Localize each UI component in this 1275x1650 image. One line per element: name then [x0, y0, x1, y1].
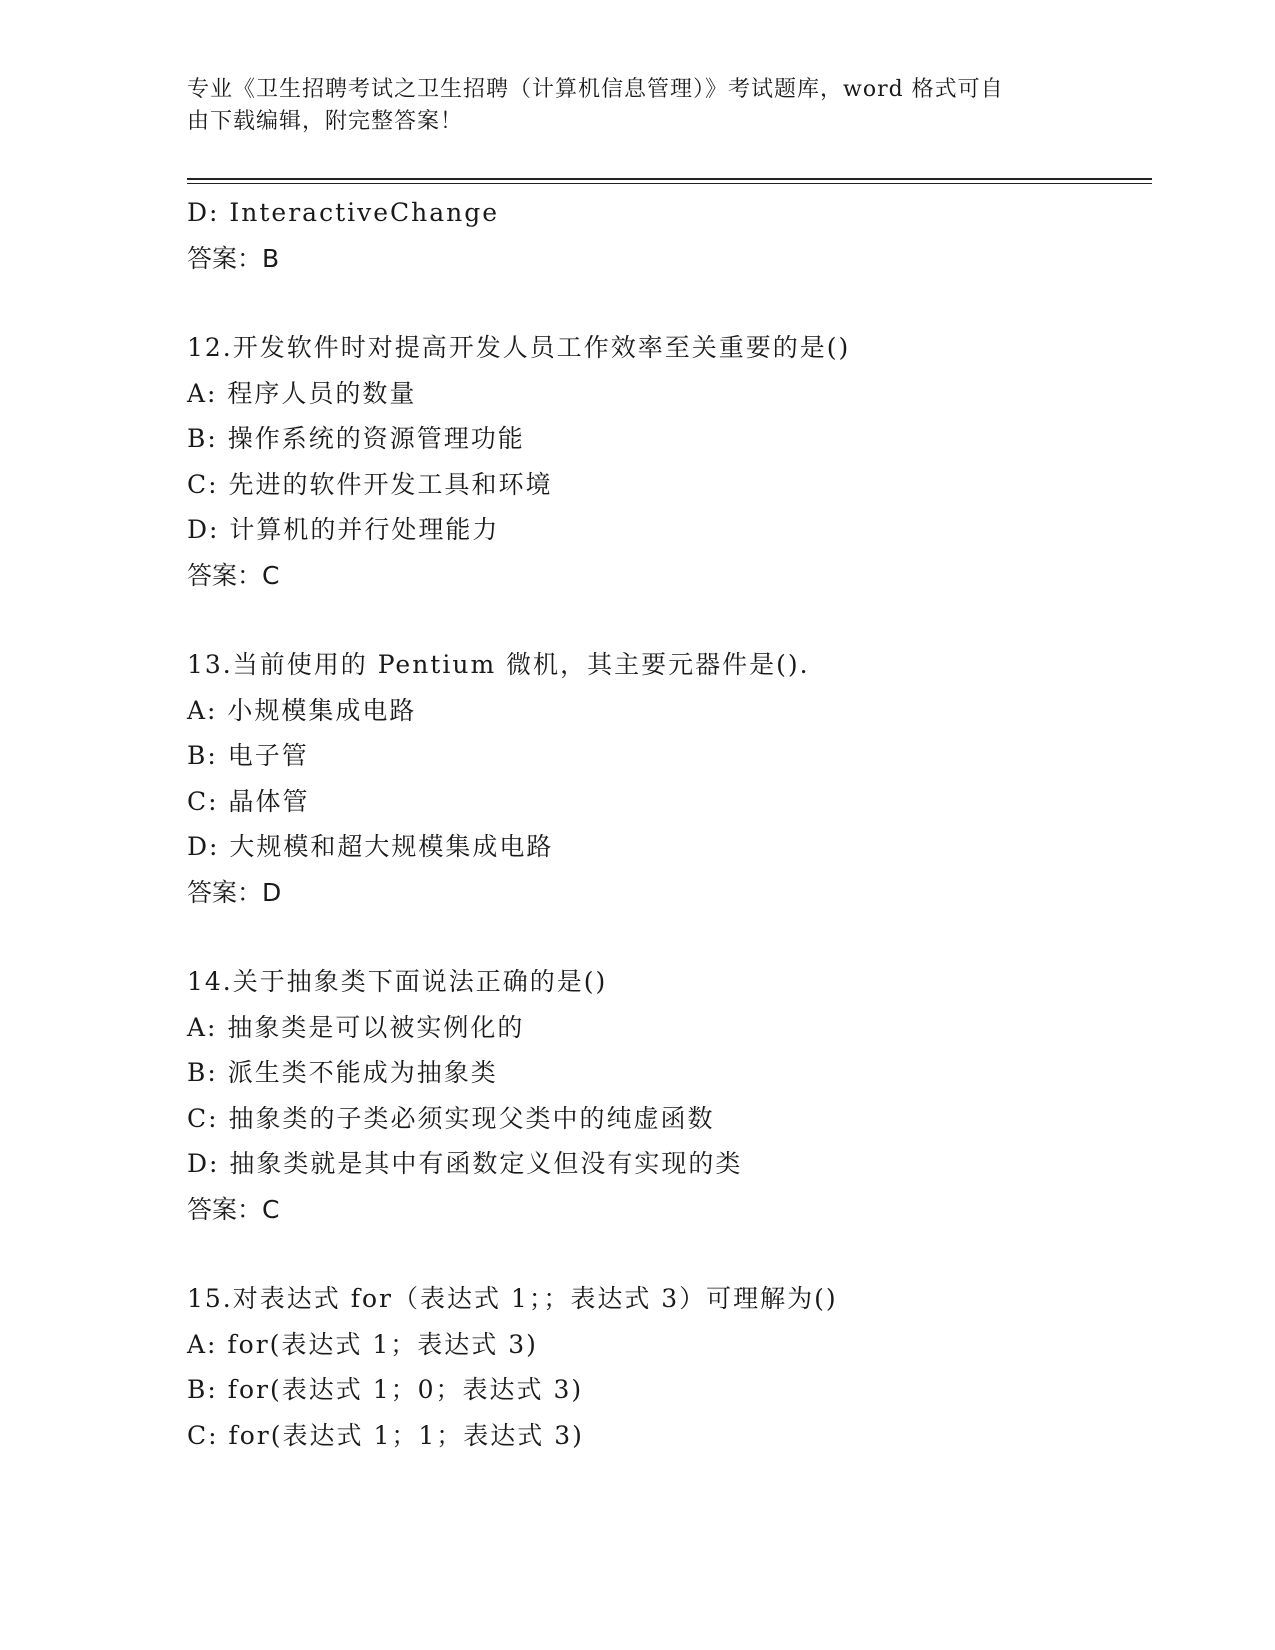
option-a: A: 程序人员的数量 — [187, 378, 417, 408]
header-line-2: 由下载编辑，附完整答案！ — [187, 109, 464, 134]
option-c: C: for(表达式 1；1；表达式 3) — [187, 1420, 584, 1450]
option-a: A: 抽象类是可以被实例化的 — [187, 1012, 525, 1042]
option-c: C: 先进的软件开发工具和环境 — [187, 469, 553, 499]
question-list — [187, 190, 1152, 1458]
option-d: D: 抽象类就是其中有函数定义但没有实现的类 — [187, 1149, 743, 1178]
option-c: C: 抽象类的子类必须实现父类中的纯虚函数 — [187, 1103, 715, 1133]
question-block-13 — [187, 642, 1152, 915]
header-divider-thick — [187, 178, 1152, 180]
question-block-15 — [187, 1276, 1152, 1458]
header-divider-thin — [187, 183, 1152, 184]
option-b: B: for(表达式 1；0；表达式 3) — [187, 1375, 584, 1404]
question-block-12 — [187, 325, 1152, 598]
header-line-1: 专业《卫生招聘考试之卫生招聘（计算机信息管理）》考试题库，word 格式可自 — [187, 77, 1004, 102]
question-stem: 12.开发软件时对提高开发人员工作效率至关重要的是() — [187, 333, 851, 362]
question-stem: 13.当前使用的 Pentium 微机，其主要元器件是(). — [187, 650, 810, 679]
option-c: C: 晶体管 — [187, 786, 310, 816]
question-block-14 — [187, 959, 1152, 1232]
answer: 答案：C — [187, 1194, 280, 1224]
option-d: D: 计算机的并行处理能力 — [187, 515, 500, 544]
option-b: B: 操作系统的资源管理功能 — [187, 424, 525, 453]
document-header — [187, 74, 1067, 138]
answer: 答案：C — [187, 560, 280, 590]
prev-option-d: D: InteractiveChange — [187, 198, 500, 227]
answer: 答案：D — [187, 877, 282, 907]
option-a: A: 小规模集成电路 — [187, 695, 417, 725]
option-a: A: for(表达式 1；表达式 3) — [187, 1329, 538, 1359]
option-d: D: 大规模和超大规模集成电路 — [187, 832, 554, 861]
question-stem: 15.对表达式 for（表达式 1；；表达式 3）可理解为() — [187, 1284, 838, 1313]
option-b: B: 电子管 — [187, 741, 309, 770]
prev-answer: 答案：B — [187, 243, 280, 273]
option-b: B: 派生类不能成为抽象类 — [187, 1058, 498, 1087]
question-stem: 14.关于抽象类下面说法正确的是() — [187, 967, 608, 996]
